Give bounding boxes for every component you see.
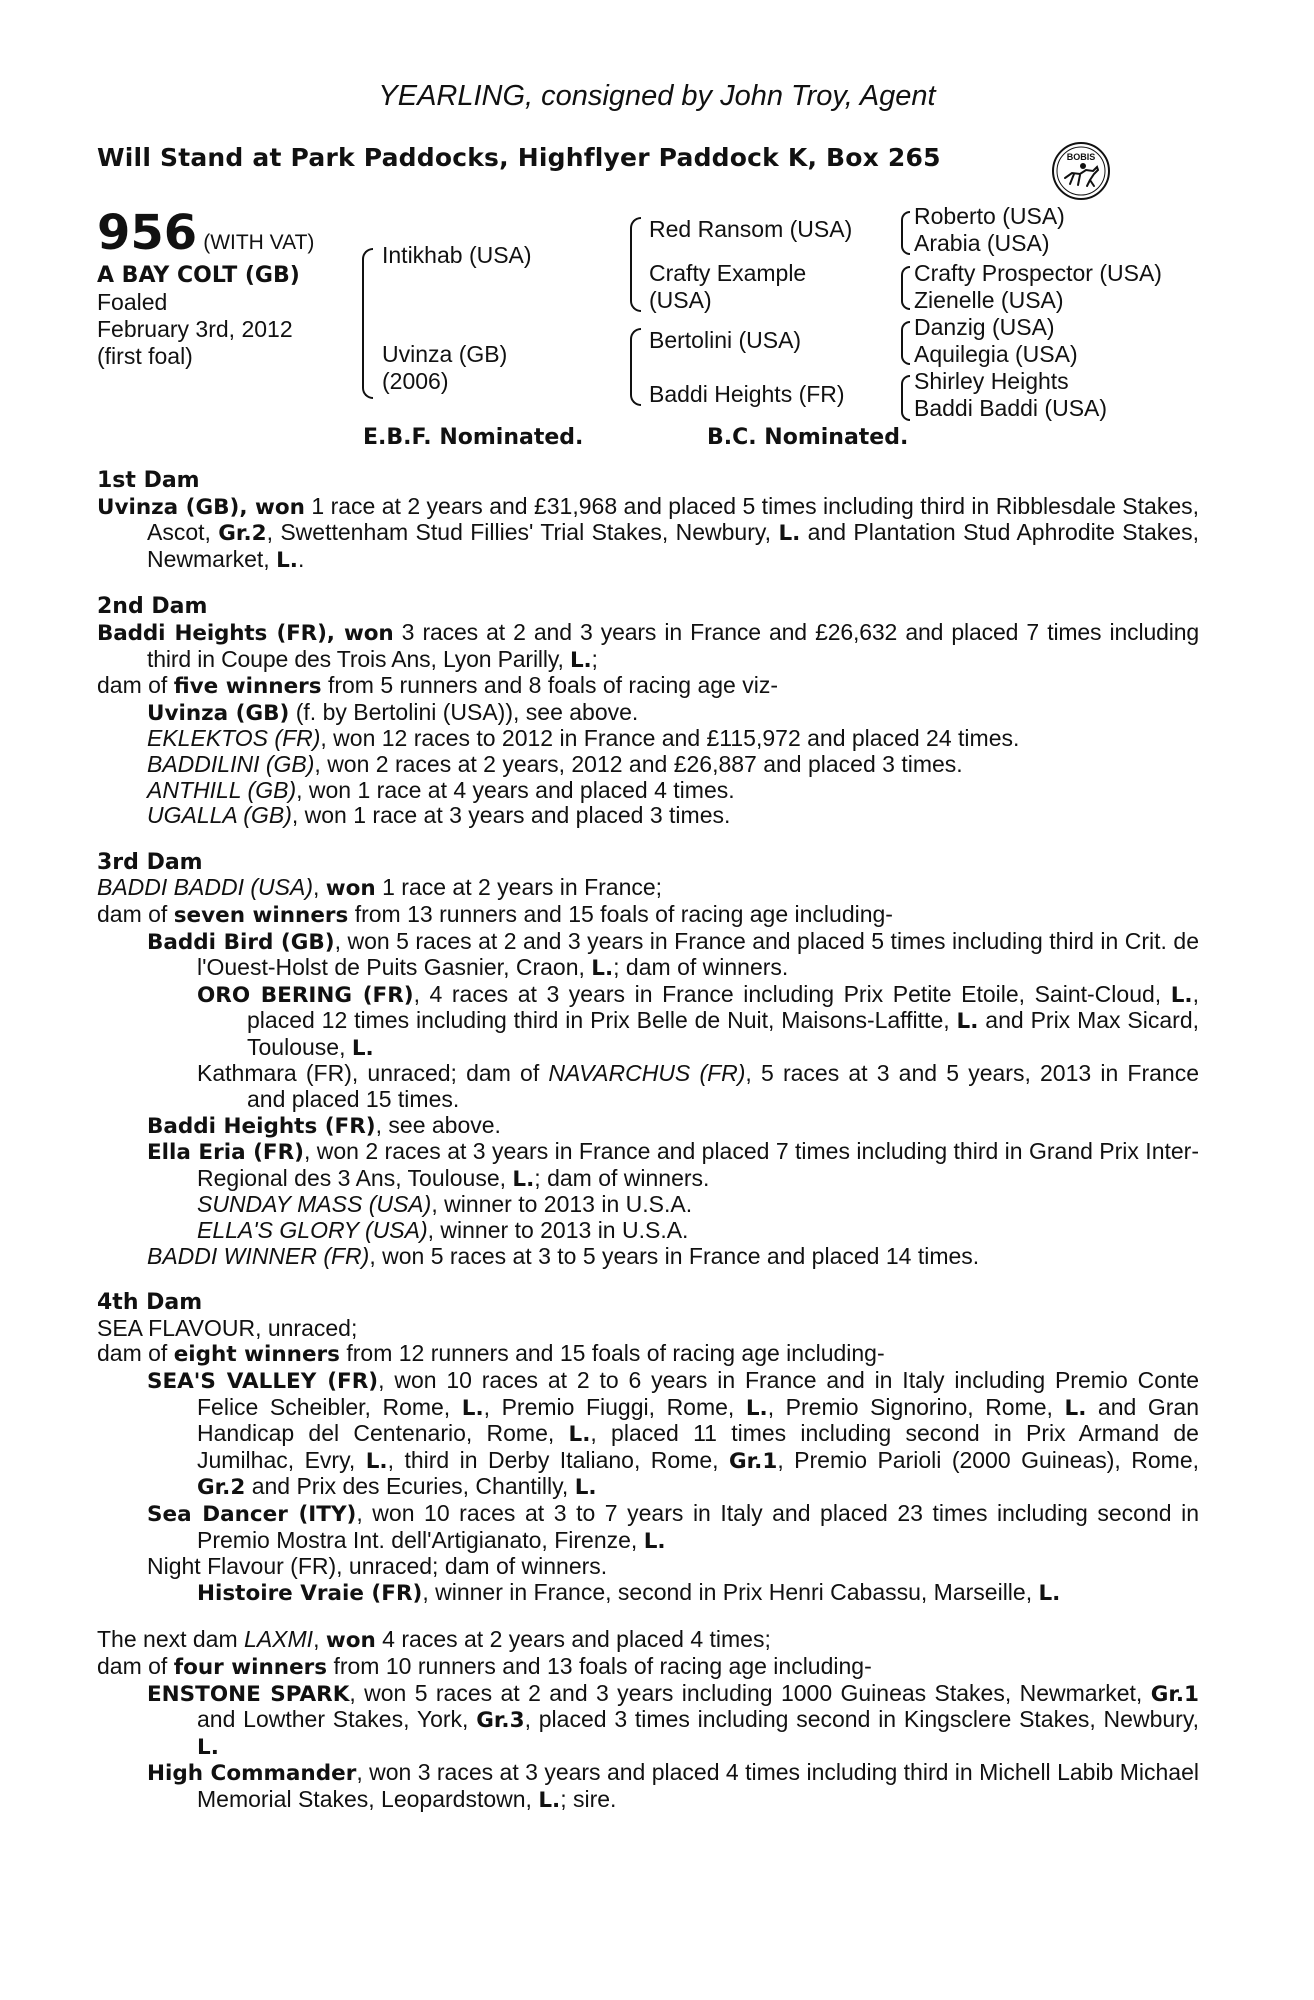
- produce-subitem: ORO BERING (FR), 4 races at 3 years in France including Prix Petite Etoile, Saint-Cloud, L., placed 12 times including third in Prix Belle de Nuit, Maisons-Laffitte, L. and Prix Max Sicard, Toulouse, L.: [197, 980, 1199, 1061]
- foaled-label: Foaled: [97, 289, 168, 315]
- produce-subitem: Kathmara (FR), unraced; dam of NAVARCHUS (FR), 5 races at 3 and 5 years, 2013 in France and placed 15 times.: [197, 1060, 1200, 1113]
- section-title: 4th Dam: [97, 1290, 203, 1316]
- won-label: won: [255, 494, 305, 520]
- produce-item: SEA'S VALLEY (FR), won 10 races at 2 to 6 years in France and in Italy including Premio Conte Felice Scheibler, Rome, L., Premio Fiuggi, Rome, L., Premio Signorino, Rome, L. and Gran Handicap del Centenario, Rome, L., placed 11 times including second in Prix Armand de Jumilhac, Evry, L., third in Derby Italiano, Rome, Gr.1, Premio Parioli (2000 Guineas), Rome, Gr.2 and Prix des Ecuries, Chantilly, L.: [147, 1367, 1200, 1501]
- great-grandparent-7: Shirley Heights: [914, 368, 1069, 394]
- produce-item: Baddi Bird (GB), won 5 races at 2 and 3 years in France and placed 5 times including third in Crit. de l'Ouest-Holst de Puits Gasnier, Craon, L.; dam of winners.: [147, 927, 1199, 982]
- brace-g3: [901, 321, 910, 365]
- logo-text: BOBIS: [1066, 152, 1096, 162]
- great-grandparent-8: Baddi Baddi (USA): [914, 395, 1108, 421]
- page-title: YEARLING, consigned by John Troy, Agent: [378, 80, 936, 112]
- stand-location: Will Stand at Park Paddocks, Highflyer Paddock K, Box 265: [97, 143, 941, 172]
- produce-item: ENSTONE SPARK, won 5 races at 2 and 3 years including 1000 Guineas Stakes, Newmarket, Gr.1 and Lowther Stakes, York, Gr.3, placed 3 times including second in Kingsclere Stakes, Newbury, L.: [147, 1679, 1199, 1760]
- section-title: 1st Dam: [97, 468, 200, 493]
- great-grandparent-3: Crafty Prospector (USA): [914, 260, 1162, 286]
- second-dam-section: [97, 594, 1199, 828]
- brace-parents: [362, 248, 373, 399]
- lot-number: 956: [97, 205, 198, 261]
- first-dam-section: [97, 468, 1199, 573]
- produce-summary: dam of seven winners from 13 runners and 15 foals of racing age including-: [97, 900, 893, 928]
- dam-record: SEA FLAVOUR, unraced;: [97, 1314, 358, 1341]
- great-grandparent-2: Arabia (USA): [914, 230, 1050, 256]
- dam-dam: Baddi Heights (FR): [649, 381, 845, 407]
- dam-sire: Bertolini (USA): [649, 327, 802, 353]
- bobis-logo: [1050, 140, 1112, 202]
- sire-dam: Crafty Example: [649, 260, 807, 286]
- great-grandparent-1: Roberto (USA): [914, 203, 1065, 229]
- produce-item: UGALLA (GB), won 1 race at 3 years and placed 3 times.: [147, 802, 731, 829]
- produce-item: BADDILINI (GB), won 2 races at 2 years, 2012 and £26,887 and placed 3 times.: [147, 750, 963, 777]
- great-grandparent-5: Danzig (USA): [914, 314, 1055, 340]
- produce-item: BADDI WINNER (FR), won 5 races at 3 to 5 years in France and placed 14 times.: [147, 1242, 980, 1269]
- sire: Intikhab (USA): [382, 242, 532, 268]
- dam-year: (2006): [382, 368, 449, 394]
- brace-sire-parents: [630, 217, 641, 312]
- dam: Uvinza (GB): [382, 341, 508, 367]
- great-grandparent-4: Zienelle (USA): [914, 287, 1064, 313]
- section-title: 3rd Dam: [97, 849, 203, 875]
- produce-summary: dam of eight winners from 12 runners and 15 foals of racing age including-: [97, 1340, 885, 1368]
- third-dam-section: [97, 850, 1199, 1270]
- produce-summary: dam of four winners from 10 runners and 13 foals of racing age including-: [97, 1652, 872, 1680]
- brace-dam-parents: [630, 328, 641, 406]
- section-title: 2nd Dam: [97, 594, 208, 620]
- produce-item: Sea Dancer (ITY), won 10 races at 3 to 7 years in Italy and placed 23 times including second in Premio Mostra Int. dell'Artigianato, Firenze, L.: [147, 1499, 1199, 1554]
- lot-details: [97, 262, 300, 370]
- produce-item: High Commander, won 3 races at 3 years and placed 4 times including third in Michell Labib Michael Memorial Stakes, Leopardstown, L.; sire.: [147, 1759, 1200, 1813]
- produce-summary: dam of five winners from 5 runners and 8 foals of racing age viz-: [97, 672, 778, 700]
- horse-name: A BAY COLT (GB): [97, 263, 300, 288]
- foaled-date: February 3rd, 2012: [97, 316, 293, 342]
- bc-nominated: B.C. Nominated.: [707, 425, 909, 450]
- produce-subitem: Histoire Vraie (FR), winner in France, second in Prix Henri Cabassu, Marseille, L.: [197, 1578, 1061, 1606]
- brace-g1: [901, 211, 910, 255]
- produce-item: Ella Eria (FR), won 2 races at 3 years in France and placed 7 times including third in Grand Prix Inter-Regional des 3 Ans, Toulouse, L.; dam of winners.: [147, 1138, 1199, 1192]
- dam-record: Uvinza (GB), won 1 race at 2 years and £31,968 and placed 5 times including third in Ribblesdale Stakes, Ascot, Gr.2, Swettenham Stud Fillies' Trial Stakes, Newbury, L. and Plantation Stud Aphrodite Stakes, Newmarket, L..: [97, 492, 1199, 573]
- produce-item: Baddi Heights (FR), see above.: [147, 1111, 501, 1139]
- foal-note: (first foal): [97, 343, 193, 369]
- dam-record: The next dam LAXMI, won 4 races at 2 years and placed 4 times;: [97, 1626, 771, 1654]
- next-dam-section: [97, 1627, 1199, 1813]
- pedigree-notes: [97, 468, 1199, 1814]
- ebf-nominated: E.B.F. Nominated.: [363, 425, 584, 450]
- sire-sire: Red Ransom (USA): [649, 216, 853, 242]
- produce-subitem: ELLA'S GLORY (USA), winner to 2013 in U.S.A.: [197, 1217, 689, 1244]
- lot-number-line: [97, 205, 314, 261]
- fourth-dam-section: [97, 1290, 1199, 1606]
- dam-record: BADDI BADDI (USA), won 1 race at 2 years in France;: [97, 874, 663, 902]
- produce-item: Uvinza (GB) (f. by Bertolini (USA)), see above.: [147, 698, 639, 726]
- produce-item: EKLEKTOS (FR), won 12 races to 2012 in France and £115,972 and placed 24 times.: [147, 725, 1020, 752]
- dam-record: Baddi Heights (FR), won 3 races at 2 and 3 years in France and £26,632 and placed 7 times including third in Coupe des Trois Ans, Lyon Parilly, L.;: [97, 618, 1199, 673]
- produce-subitem: SUNDAY MASS (USA), winner to 2013 in U.S.A.: [197, 1191, 693, 1218]
- dam-name: Uvinza (GB): [97, 494, 240, 520]
- sire-dam-origin: (USA): [649, 287, 712, 313]
- produce-item: ANTHILL (GB), won 1 race at 4 years and placed 4 times.: [147, 776, 735, 803]
- great-grandparent-6: Aquilegia (USA): [914, 341, 1078, 367]
- vat-note: (WITH VAT): [203, 231, 315, 254]
- brace-g4: [901, 375, 910, 421]
- produce-item: Night Flavour (FR), unraced; dam of winners.: [147, 1553, 608, 1580]
- brace-g2: [901, 266, 910, 310]
